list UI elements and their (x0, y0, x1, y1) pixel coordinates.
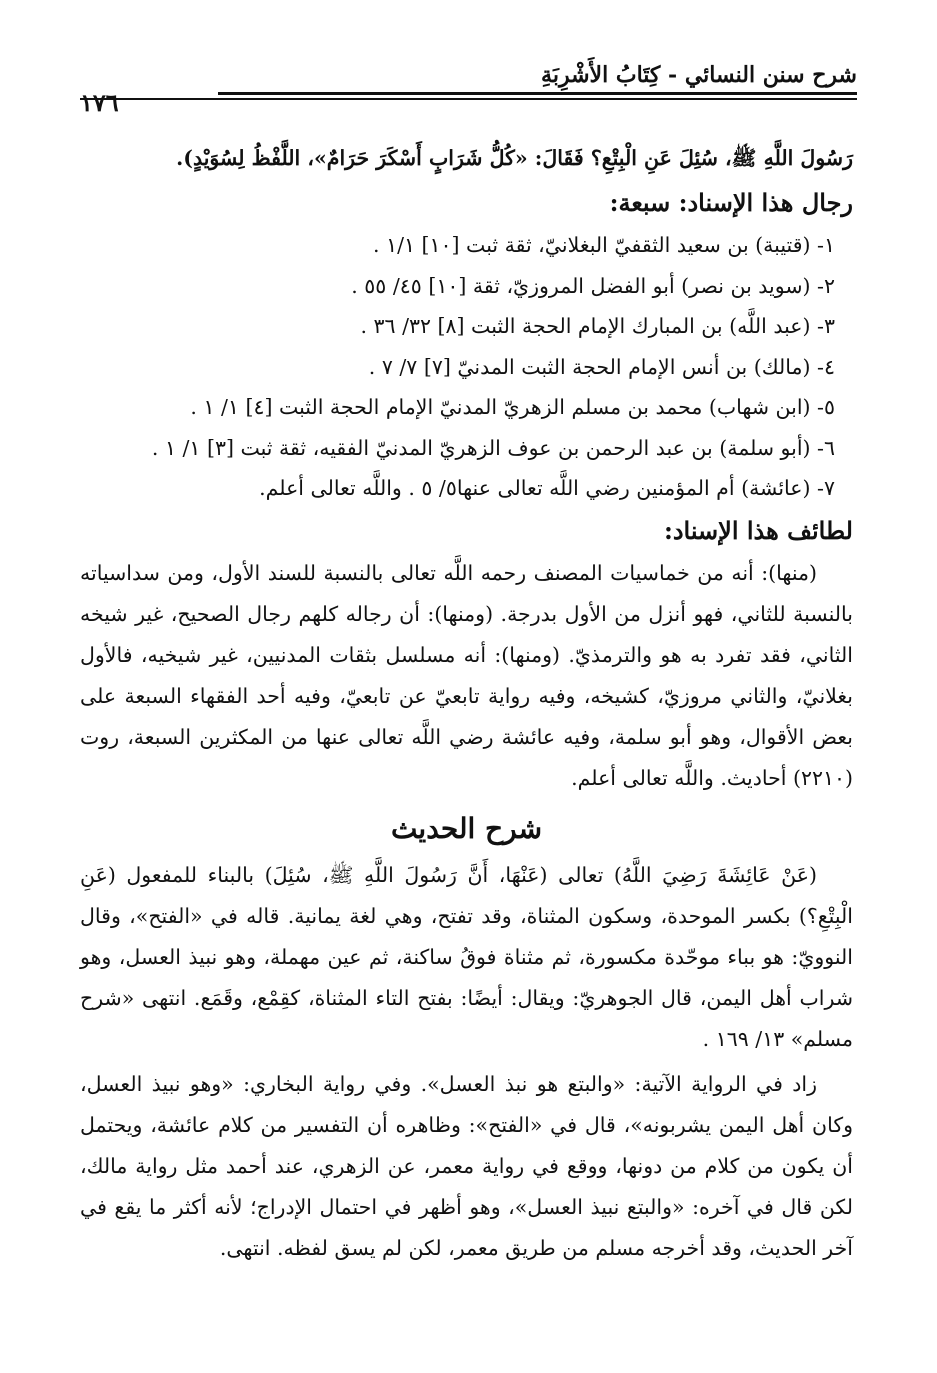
hadith-ending: رَسُولَ اللَّهِ ﷺ، سُئِلَ عَنِ الْبِتْعِ؟ فَقَالَ: «كُلُّ شَرَابٍ أَسْكَرَ حَرَامٌ»، اللَّفْظُ لِسُوَيْدٍ). (176, 146, 853, 170)
sharh-title: شرح الحديث (390, 811, 543, 845)
narrator-item: ٢- (سويد بن نصر) أبو الفضل المروزيّ، ثقة [١٠] ٤٥/ ٥٥ . (351, 273, 835, 298)
page-body (80, 138, 853, 1269)
narrator-item: ٥- (ابن شهاب) محمد بن مسلم الزهريّ المدنيّ الإمام الحجة الثبت [٤] ١/ ١ . (190, 395, 835, 419)
header-rule-thick (218, 92, 857, 95)
narrator-item: ٤- (مالك) بن أنس الإمام الحجة الثبت المدنيّ [٧] ٧/ ٧ . (368, 354, 835, 379)
running-title: شرح سنن النسائي - كِتَابُ الأَشْرِبَةِ (541, 62, 857, 88)
rijal-heading: رجال هذا الإسناد: سبعة: (609, 188, 853, 217)
narrator-item: ٧- (عائشة) أم المؤمنين رضي اللَّه تعالى عنها٥/ ٥ . واللَّه تعالى أعلم. (259, 476, 835, 500)
page-number: ١٧٦ (80, 88, 119, 117)
lataif-heading: لطائف هذا الإسناد: (663, 515, 853, 545)
narrator-list (80, 225, 853, 509)
narrator-item: ٦- (أبو سلمة) بن عبد الرحمن بن عوف الزهريّ المدنيّ الفقيه، ثقة ثبت [٣] ١/ ١ . (151, 435, 835, 460)
sharh-paragraph-2: زاد في الرواية الآتية: «والبتع هو نبذ العسل». وفي رواية البخاري: «وهو نبيذ العسل، وكان أهل اليمن يشربونه»، قال في «الفتح»: وظاهره أن التفسير من كلام عائشة، ويحتمل أن يكون من كلام من دونها، ووقع في رواية معمر، عن الزهري، عند أحمد مثل رواية مالك، لكن قال في آخره: «والبتع نبيذ العسل»، وهو أظهر في احتمال الإدراج؛ لأنه أكثر ما يقع في آخر الحديث، وقد أخرجه مسلم من طريق معمر، لكن لم يسق لفظه. انتهى. (80, 1071, 853, 1260)
narrator-item: ١- (قتيبة) بن سعيد الثقفيّ البغلانيّ، ثقة ثبت [١٠] ١/١ . (373, 233, 835, 257)
sharh-paragraph-1: (عَنْ عَائِشَةَ رَضِيَ اللَّهُ) تعالى (عَنْهَا، أَنَّ رَسُولَ اللَّهِ ﷺ، سُئِلَ) بالبناء للمفعول (عَنِ الْبِتْعِ؟) بكسر الموحدة، وسكون المثناة، وقد تفتح، وهي لغة يمانية. قاله في «الفتح»، وقال النوويّ: هو بباء موحّدة مكسورة، ثم مثناة فوقُ ساكنة، ثم عين مهملة، وهو نبيذ العسل، وهو شراب أهل اليمن، قال الجوهريّ: ويقال: أيضًا: بفتح التاء المثناة، كقِمْع، وقَمَع. انتهى «شرح مسلم» ١٣/ ١٦٩ . (80, 862, 853, 1051)
narrator-item: ٣- (عبد اللَّه) بن المبارك الإمام الحجة الثبت [٨] ٣٢/ ٣٦ . (360, 314, 835, 338)
header-rule-thin (80, 98, 857, 100)
lataif-paragraph: (منها): أنه من خماسيات المصنف رحمه اللَّه تعالى بالنسبة للسند الأول، ومن سداسياته بالنسبة للثاني، فهو أنزل من الأول بدرجة. (ومنها): أن رجاله كلهم رجال الصحيح، غير شيخه الثاني، فقد تفرد به هو والترمذيّ. (ومنها): أنه مسلسل بثقات المدنيين، غير شيخيه، فالأول بغلانيّ، والثاني مروزيّ، كشيخه، وفيه رواية تابعيّ عن تابعيّ، وفيه أحد الفقهاء السبعة على بعض الأقوال، وهو أبو سلمة، وفيه عائشة رضي اللَّه تعالى عنها من المكثرين السبعة، روت (٢٢١٠) أحاديث. واللَّه تعالى أعلم. (80, 560, 853, 790)
page-header (80, 58, 857, 130)
